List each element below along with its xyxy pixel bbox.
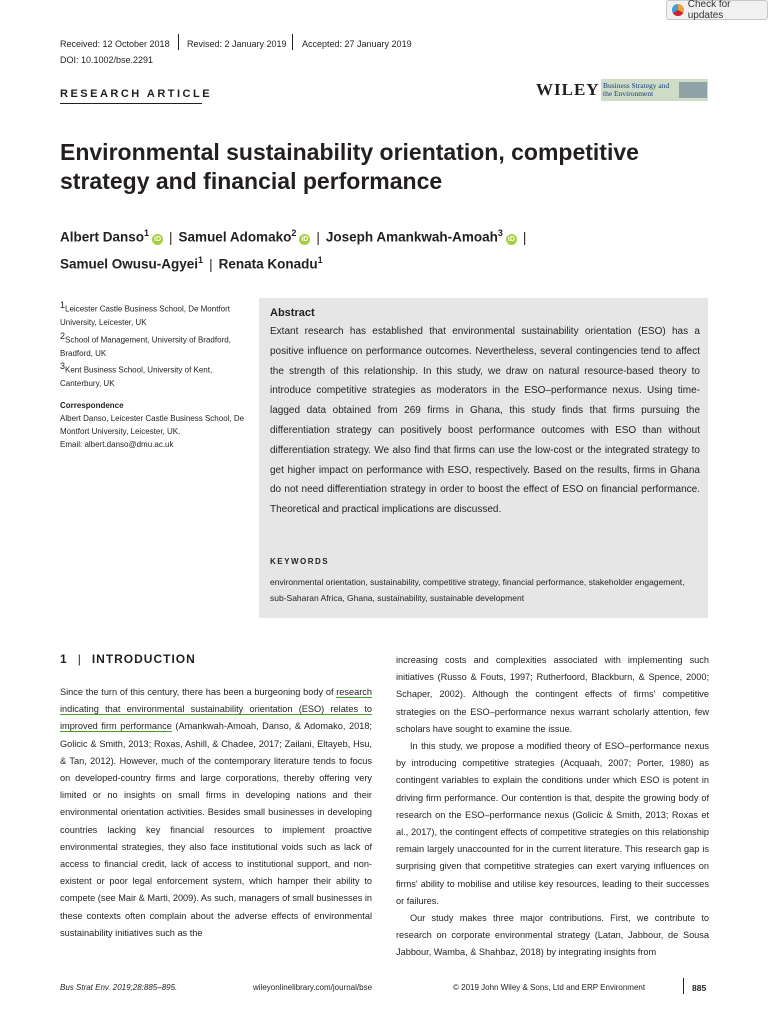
journal-logo bbox=[601, 79, 708, 101]
journal-logo-image bbox=[679, 82, 707, 98]
author-name[interactable]: Joseph Amankwah-Amoah bbox=[325, 229, 498, 245]
author-name[interactable]: Albert Danso bbox=[60, 229, 145, 245]
section-heading: 1 | INTRODUCTION bbox=[60, 652, 196, 666]
orcid-icon[interactable]: iD bbox=[301, 235, 309, 243]
orcid-icon[interactable]: iD bbox=[154, 235, 162, 243]
correspondence-heading: Correspondence bbox=[60, 401, 124, 410]
footer-copyright: © 2019 John Wiley & Sons, Ltd and ERP Environment bbox=[453, 983, 646, 992]
abstract-text: Extant research has established that environmental sustainability orientation (ESO) has a positive influence on performance outcomes. Nevertheless, several contingencies tend to affect the strength of this relationship. In this study, we draw on natural resource-based theory to introduce competitive strategies as moderators in the ESO–performance nexus. Using time-lagged data obtained from 269 firms in Ghana, this study finds that firms pursuing the differentiation strategy can positively boost performance outcomes with ESO than without differentiation strategy. We also find that firms can use the low-cost or the integrated strategy to get higher impact on performance with ESO, respectively. Based on the results, firms in Ghana do not need differentiation strategy in order to boost the effect of ESO on financial performance. Theoretical and practical implications are discussed. bbox=[270, 326, 700, 516]
abstract-heading: Abstract bbox=[270, 307, 315, 319]
article-title: Environmental sustainability orientation, competitive strategy and financial performance bbox=[60, 139, 639, 194]
divider bbox=[178, 34, 179, 50]
article-type: RESEARCH ARTICLE bbox=[60, 88, 213, 100]
publisher-logo: WILEY bbox=[536, 80, 600, 99]
footer-url[interactable]: wileyonlinelibrary.com/journal/bse bbox=[253, 983, 373, 992]
affiliation-3: $^3$Kent Business School, University of Kent, Canterbury, UK bbox=[60, 361, 213, 388]
divider bbox=[292, 34, 293, 50]
check-for-updates-label: Check for updates bbox=[687, 0, 731, 21]
check-for-updates-button[interactable] bbox=[666, 0, 768, 20]
author-name[interactable]: Renata Konadu bbox=[218, 256, 318, 272]
paragraph: increasing costs and complexities associated with implementing such initiatives (Russo & Fouts, 1997; Rutherfoord, Blackburn, & Spence, 2000; Schaper, 2002). Although the contingent effects of firms' competitive strategies on the ESO–performance nexus warrant scholarly attention, few scholars have sought to examine the issue. bbox=[396, 655, 709, 734]
correspondence-email[interactable]: Email: albert.danso@dmu.ac.uk bbox=[60, 440, 174, 449]
paragraph: Our study makes three major contributions. First, we contribute to research on corporate environmental strategy (Latan, Jabbour, de Sousa Jabbour, Wamba, & Shahbaz, 2018) by integrating insights from bbox=[396, 913, 709, 958]
author-name[interactable]: Samuel Adomako bbox=[178, 229, 292, 245]
paragraph: In this study, we propose a modified theory of ESO–performance nexus by introducing competitive strategies (Acquaah, 2007; Porter, 1980) as contingent variables to explain the conditions under which ESO is potent in driving firm performance. Our contention is that, despite the growing body of research on the ESO–performance nexus (Golicic & Smith, 2013; Roxas et al., 2017), the contingent effects of competitive strategies on this relationship remain largely unaccounted for in the current literature. This research gap is surprising given that competitive strategies can exert varying influences on firms' ability to mobilise and utilise key resources, leading to their successes or failures. bbox=[396, 741, 709, 906]
crossmark-icon bbox=[672, 4, 684, 16]
orcid-icon[interactable]: iD bbox=[507, 235, 515, 243]
author-line-2: Samuel Owusu-Agyei$^1$ | Renata Konadu$^1$ bbox=[60, 255, 323, 272]
author-line-1: Albert Danso$^1$iD | Samuel Adomako$^2$iD | Joseph Amankwah-Amoah$^3$iD | bbox=[60, 228, 527, 245]
highlighted-link[interactable]: research indicating that environmental sustainability orientation (ESO) relates to improved firm performance bbox=[60, 687, 372, 732]
author-name[interactable]: Samuel Owusu-Agyei bbox=[60, 256, 199, 272]
journal-logo-text: Business Strategy and the Environment bbox=[603, 81, 670, 98]
correspondence-text: Albert Danso, Leicester Castle Business School, De Montfort University, Leicester, UK. bbox=[60, 414, 245, 436]
keywords-text: environmental orientation, sustainability, competitive strategy, financial performance, stakeholder engagement, sub-Saharan Africa, Ghana, sustainability, sustainable development bbox=[270, 577, 685, 603]
revised-date: Revised: 2 January 2019 bbox=[187, 39, 287, 49]
doi: DOI: 10.1002/bse.2291 bbox=[60, 55, 154, 65]
divider bbox=[683, 978, 684, 994]
affiliation-1: $^1$Leicester Castle Business School, De Montfort University, Leicester, UK bbox=[60, 300, 230, 327]
affiliation-2: $^2$School of Management, University of Bradford, Bradford, UK bbox=[60, 331, 231, 358]
intro-left-column: Since the turn of this century, there has been a burgeoning body of research indicating that environmental sustainability orientation (ESO) relates to improved firm performance (Amankwah-Amoah, Danso, & Adomako, 2018; Golicic & Smith, 2013; Roxas, Ashill, & Chadee, 2017; Zailani, Eltayeb, Hsu, & Tan, 2012). However, much of the contemporary literature tends to focus on developed-country firms and large corporations, thereby offering very limited or no insights on small firms in developing nations and their environmental orientation activities. Besides small businesses in developing countries lacking key financial resources to implement proactive environmental strategies, they also face institutional voids such as lack of access to financial credit, lack of access to institutional support, and non-existent or poor legal enforcement system, which hamper their ability to compete (see Mair & Marti, 2009). As such, managers of small businesses in these contexts often complain about the adverse effects of environmental sustainability initiatives such as the bbox=[60, 687, 372, 938]
correspondence bbox=[60, 399, 250, 451]
keywords-heading: KEYWORDS bbox=[270, 557, 330, 566]
received-date: Received: 12 October 2018 bbox=[60, 39, 170, 49]
article-type-rule bbox=[60, 103, 202, 104]
accepted-date: Accepted: 27 January 2019 bbox=[302, 39, 412, 49]
page-number: 885 bbox=[692, 983, 707, 993]
intro-right-column bbox=[396, 652, 709, 962]
footer-citation: Bus Strat Env. 2019;28:885–895. bbox=[60, 983, 178, 992]
